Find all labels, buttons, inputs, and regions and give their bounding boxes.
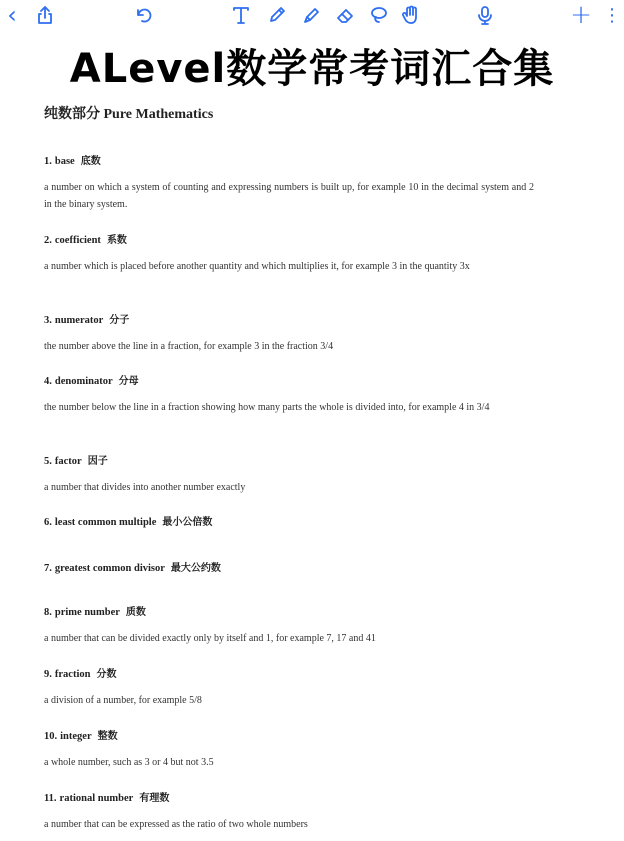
add-page-button[interactable]: + <box>570 0 592 30</box>
term-line <box>44 668 534 682</box>
term-definition: a number that divides into another number exactly <box>44 482 246 493</box>
term-line <box>44 516 534 530</box>
term-chinese: 最小公倍数 <box>162 517 213 528</box>
vocab-entry-4 <box>44 375 534 416</box>
term-definition: the number above the line in a fraction, for example 3 in the fraction 3/4 <box>44 341 334 352</box>
term-number: 4. <box>44 376 52 387</box>
term-definition: a number on which a system of counting and expressing numbers is built up, for example 10 in the decimal system and 2 in the binary system. <box>44 182 534 210</box>
term-number: 6. <box>44 517 52 528</box>
back-button[interactable]: ‹ <box>7 1 17 29</box>
term-definition: a number that can be divided exactly only by itself and 1, for example 7, 17 and 41 <box>44 633 376 644</box>
section-heading: 纯数部分 Pure Mathematics <box>44 107 214 122</box>
term-number: 5. <box>44 456 52 467</box>
vocab-entry-3 <box>44 314 534 355</box>
term-chinese: 有理数 <box>139 793 170 804</box>
vocab-entry-11 <box>44 792 534 833</box>
term-number: 11. <box>44 793 57 804</box>
term-chinese: 因子 <box>87 456 108 467</box>
term-line <box>44 155 534 169</box>
term-number: 7. <box>44 563 52 574</box>
term-definition: a number that can be expressed as the ratio of two whole numbers <box>44 819 308 830</box>
vocab-entry-7 <box>44 562 534 576</box>
term-english: prime number <box>54 607 120 618</box>
term-number: 3. <box>44 315 52 326</box>
vocab-entry-8 <box>44 606 534 647</box>
term-number: 10. <box>44 731 58 742</box>
term-chinese: 整数 <box>97 731 118 742</box>
term-english: coefficient <box>54 235 101 246</box>
vocab-entry-10 <box>44 730 534 771</box>
term-chinese: 最大公约数 <box>170 563 221 574</box>
banner-title: ALevel数学常考词汇合集 <box>69 46 555 92</box>
term-number: 9. <box>44 669 52 680</box>
term-number: 8. <box>44 607 52 618</box>
term-line <box>44 606 534 620</box>
term-english: rational number <box>59 793 134 804</box>
term-english: factor <box>54 456 82 467</box>
term-definition: a whole number, such as 3 or 4 but not 3.5 <box>44 757 214 768</box>
term-chinese: 质数 <box>125 607 146 618</box>
term-line <box>44 562 534 576</box>
vocab-entry-9 <box>44 668 534 709</box>
text-tool-icon[interactable] <box>230 3 252 27</box>
term-line <box>44 455 534 469</box>
share-icon[interactable] <box>34 3 56 27</box>
term-definition: the number below the line in a fraction showing how many parts the whole is divided into, for example 4 in 3/4 <box>44 402 490 413</box>
term-line <box>44 730 534 744</box>
term-number: 1. <box>44 156 52 167</box>
term-definition: a division of a number, for example 5/8 <box>44 695 202 706</box>
vocab-entry-5 <box>44 455 534 496</box>
lasso-icon[interactable] <box>368 3 390 27</box>
toolbar <box>0 0 624 30</box>
term-line <box>44 234 534 248</box>
term-line <box>44 314 534 328</box>
eraser-icon[interactable] <box>334 3 356 27</box>
term-english: least common multiple <box>54 517 157 528</box>
term-chinese: 分母 <box>118 376 139 387</box>
term-english: greatest common divisor <box>54 563 165 574</box>
term-number: 2. <box>44 235 52 246</box>
term-line <box>44 375 534 389</box>
term-english: integer <box>60 731 92 742</box>
hand-icon[interactable] <box>400 3 422 27</box>
term-english: base <box>54 156 75 167</box>
term-chinese: 分数 <box>96 669 117 680</box>
term-chinese: 底数 <box>80 156 101 167</box>
term-line <box>44 792 534 806</box>
vocab-entry-1 <box>44 155 534 213</box>
term-english: denominator <box>54 376 113 387</box>
vocab-entry-6 <box>44 516 534 530</box>
term-chinese: 系数 <box>106 235 127 246</box>
term-english: fraction <box>54 669 91 680</box>
vocab-entry-2 <box>44 234 534 275</box>
term-chinese: 分子 <box>109 315 130 326</box>
undo-icon[interactable] <box>132 3 154 27</box>
highlighter-icon[interactable] <box>300 3 322 27</box>
term-english: numerator <box>54 315 104 326</box>
more-options-button[interactable]: ⋮ <box>603 4 621 26</box>
microphone-icon[interactable] <box>474 3 496 27</box>
pen-icon[interactable] <box>266 3 288 27</box>
term-definition: a number which is placed before another quantity and which multiplies it, for example 3 in the quantity 3x <box>44 261 470 272</box>
